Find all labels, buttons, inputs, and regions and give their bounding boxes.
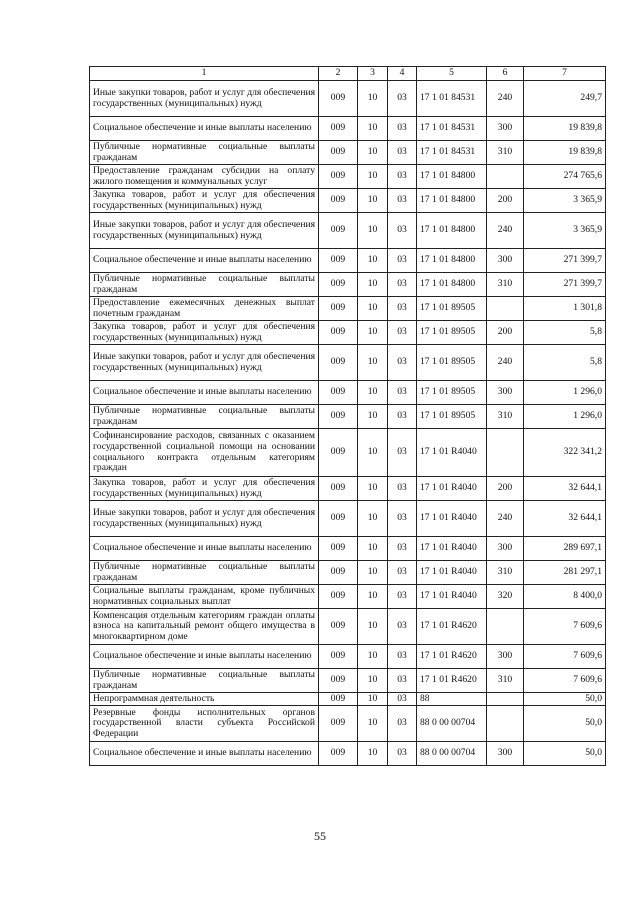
row-name-cell: Социальное обеспечение и иные выплаты населению bbox=[90, 249, 319, 273]
row-name-cell: Социальные выплаты гражданам, кроме публичных нормативных социальных выплат bbox=[90, 585, 319, 609]
ministry-code-cell: 009 bbox=[319, 693, 358, 706]
row-name-cell: Социальное обеспечение и иные выплаты населению bbox=[90, 381, 319, 405]
subsection-code-cell: 03 bbox=[388, 561, 417, 585]
expense-type-cell: 300 bbox=[487, 117, 524, 141]
row-name-cell: Предоставление ежемесячных денежных выплат почетным гражданам bbox=[90, 297, 319, 321]
subsection-code-cell: 03 bbox=[388, 645, 417, 669]
table-row bbox=[90, 249, 606, 273]
section-code-cell: 10 bbox=[358, 297, 388, 321]
table-row bbox=[90, 81, 606, 117]
ministry-code-cell: 009 bbox=[319, 645, 358, 669]
table-row bbox=[90, 706, 606, 742]
expense-type-cell bbox=[487, 297, 524, 321]
ministry-code-cell: 009 bbox=[319, 189, 358, 213]
expense-type-cell: 300 bbox=[487, 249, 524, 273]
target-article-cell: 17 1 01 R4040 bbox=[417, 429, 487, 477]
subsection-code-cell: 03 bbox=[388, 501, 417, 537]
expense-type-cell: 200 bbox=[487, 321, 524, 345]
target-article-cell: 17 1 01 R4040 bbox=[417, 585, 487, 609]
ministry-code-cell: 009 bbox=[319, 345, 358, 381]
target-article-cell: 17 1 01 89505 bbox=[417, 345, 487, 381]
row-name-cell: Непрограммная деятельность bbox=[90, 693, 319, 706]
amount-cell: 7 609,6 bbox=[524, 609, 606, 645]
ministry-code-cell: 009 bbox=[319, 273, 358, 297]
table-row bbox=[90, 213, 606, 249]
header-cell-2: 2 bbox=[319, 67, 358, 81]
section-code-cell: 10 bbox=[358, 141, 388, 165]
row-name-cell: Публичные нормативные социальные выплаты гражданам bbox=[90, 669, 319, 693]
table-row bbox=[90, 405, 606, 429]
expense-type-cell bbox=[487, 706, 524, 742]
section-code-cell: 10 bbox=[358, 477, 388, 501]
row-name-cell: Публичные нормативные социальные выплаты гражданам bbox=[90, 273, 319, 297]
row-name-cell: Публичные нормативные социальные выплаты гражданам bbox=[90, 561, 319, 585]
header-cell-6: 6 bbox=[487, 67, 524, 81]
target-article-cell: 17 1 01 84800 bbox=[417, 273, 487, 297]
row-name-cell: Предоставление гражданам субсидии на оплату жилого помещения и коммунальных услуг bbox=[90, 165, 319, 189]
subsection-code-cell: 03 bbox=[388, 321, 417, 345]
table-row bbox=[90, 693, 606, 706]
expense-type-cell bbox=[487, 429, 524, 477]
table-row bbox=[90, 537, 606, 561]
subsection-code-cell: 03 bbox=[388, 165, 417, 189]
ministry-code-cell: 009 bbox=[319, 141, 358, 165]
row-name-cell: Софинансирование расходов, связанных с оказанием государственной социальной помощи на основании социального контракта отдельным категориям граждан bbox=[90, 429, 319, 477]
expense-type-cell: 310 bbox=[487, 273, 524, 297]
section-code-cell: 10 bbox=[358, 585, 388, 609]
table-row bbox=[90, 669, 606, 693]
expense-type-cell: 310 bbox=[487, 405, 524, 429]
row-name-cell: Компенсация отдельным категориям граждан оплаты взноса на капитальный ремонт общего имущества в многоквартирном доме bbox=[90, 609, 319, 645]
row-name-cell: Иные закупки товаров, работ и услуг для обеспечения государственных (муниципальных) нужд bbox=[90, 501, 319, 537]
table-row bbox=[90, 501, 606, 537]
table-row bbox=[90, 645, 606, 669]
header-cell-7: 7 bbox=[524, 67, 606, 81]
subsection-code-cell: 03 bbox=[388, 345, 417, 381]
section-code-cell: 10 bbox=[358, 381, 388, 405]
amount-cell: 50,0 bbox=[524, 706, 606, 742]
expense-type-cell: 240 bbox=[487, 501, 524, 537]
amount-cell: 281 297,1 bbox=[524, 561, 606, 585]
table-row bbox=[90, 117, 606, 141]
header-cell-4: 4 bbox=[388, 67, 417, 81]
table-row bbox=[90, 585, 606, 609]
amount-cell: 1 301,8 bbox=[524, 297, 606, 321]
amount-cell: 3 365,9 bbox=[524, 189, 606, 213]
expense-type-cell: 310 bbox=[487, 669, 524, 693]
target-article-cell: 17 1 01 R4620 bbox=[417, 609, 487, 645]
ministry-code-cell: 009 bbox=[319, 297, 358, 321]
section-code-cell: 10 bbox=[358, 405, 388, 429]
row-name-cell: Публичные нормативные социальные выплаты гражданам bbox=[90, 405, 319, 429]
section-code-cell: 10 bbox=[358, 501, 388, 537]
section-code-cell: 10 bbox=[358, 321, 388, 345]
target-article-cell: 17 1 01 R4040 bbox=[417, 537, 487, 561]
section-code-cell: 10 bbox=[358, 537, 388, 561]
expense-type-cell: 200 bbox=[487, 189, 524, 213]
amount-cell: 8 400,0 bbox=[524, 585, 606, 609]
table-row bbox=[90, 321, 606, 345]
amount-cell: 322 341,2 bbox=[524, 429, 606, 477]
ministry-code-cell: 009 bbox=[319, 321, 358, 345]
target-article-cell: 17 1 01 84800 bbox=[417, 249, 487, 273]
amount-cell: 19 839,8 bbox=[524, 141, 606, 165]
row-name-cell: Закупка товаров, работ и услуг для обеспечения государственных (муниципальных) нужд bbox=[90, 321, 319, 345]
budget-table bbox=[89, 66, 606, 766]
amount-cell: 19 839,8 bbox=[524, 117, 606, 141]
row-name-cell: Иные закупки товаров, работ и услуг для обеспечения государственных (муниципальных) нужд bbox=[90, 345, 319, 381]
row-name-cell: Социальное обеспечение и иные выплаты населению bbox=[90, 742, 319, 766]
target-article-cell: 17 1 01 84800 bbox=[417, 213, 487, 249]
expense-type-cell: 300 bbox=[487, 645, 524, 669]
amount-cell: 289 697,1 bbox=[524, 537, 606, 561]
target-article-cell: 88 bbox=[417, 693, 487, 706]
ministry-code-cell: 009 bbox=[319, 501, 358, 537]
table-header-row bbox=[90, 67, 606, 81]
subsection-code-cell: 03 bbox=[388, 585, 417, 609]
ministry-code-cell: 009 bbox=[319, 585, 358, 609]
table-row bbox=[90, 165, 606, 189]
target-article-cell: 17 1 01 R4040 bbox=[417, 501, 487, 537]
target-article-cell: 17 1 01 84531 bbox=[417, 141, 487, 165]
section-code-cell: 10 bbox=[358, 609, 388, 645]
header-cell-1: 1 bbox=[90, 67, 319, 81]
page-number: 55 bbox=[314, 829, 326, 843]
amount-cell: 50,0 bbox=[524, 693, 606, 706]
section-code-cell: 10 bbox=[358, 249, 388, 273]
section-code-cell: 10 bbox=[358, 213, 388, 249]
subsection-code-cell: 03 bbox=[388, 273, 417, 297]
subsection-code-cell: 03 bbox=[388, 537, 417, 561]
section-code-cell: 10 bbox=[358, 645, 388, 669]
section-code-cell: 10 bbox=[358, 669, 388, 693]
expense-type-cell bbox=[487, 693, 524, 706]
ministry-code-cell: 009 bbox=[319, 117, 358, 141]
table-row bbox=[90, 189, 606, 213]
expense-type-cell: 240 bbox=[487, 81, 524, 117]
amount-cell: 1 296,0 bbox=[524, 405, 606, 429]
subsection-code-cell: 03 bbox=[388, 477, 417, 501]
amount-cell: 249,7 bbox=[524, 81, 606, 117]
subsection-code-cell: 03 bbox=[388, 429, 417, 477]
target-article-cell: 88 0 00 00704 bbox=[417, 742, 487, 766]
subsection-code-cell: 03 bbox=[388, 213, 417, 249]
ministry-code-cell: 009 bbox=[319, 81, 358, 117]
table-row bbox=[90, 345, 606, 381]
target-article-cell: 17 1 01 R4040 bbox=[417, 561, 487, 585]
row-name-cell: Резервные фонды исполнительных органов государственной власти субъекта Российской Федерации bbox=[90, 706, 319, 742]
section-code-cell: 10 bbox=[358, 429, 388, 477]
table-row bbox=[90, 297, 606, 321]
ministry-code-cell: 009 bbox=[319, 477, 358, 501]
amount-cell: 7 609,6 bbox=[524, 645, 606, 669]
section-code-cell: 10 bbox=[358, 561, 388, 585]
subsection-code-cell: 03 bbox=[388, 297, 417, 321]
amount-cell: 274 765,6 bbox=[524, 165, 606, 189]
section-code-cell: 10 bbox=[358, 706, 388, 742]
subsection-code-cell: 03 bbox=[388, 249, 417, 273]
ministry-code-cell: 009 bbox=[319, 742, 358, 766]
amount-cell: 50,0 bbox=[524, 742, 606, 766]
expense-type-cell: 240 bbox=[487, 213, 524, 249]
amount-cell: 271 399,7 bbox=[524, 273, 606, 297]
section-code-cell: 10 bbox=[358, 189, 388, 213]
expense-type-cell: 320 bbox=[487, 585, 524, 609]
target-article-cell: 17 1 01 84800 bbox=[417, 165, 487, 189]
ministry-code-cell: 009 bbox=[319, 609, 358, 645]
table-row bbox=[90, 609, 606, 645]
amount-cell: 32 644,1 bbox=[524, 501, 606, 537]
section-code-cell: 10 bbox=[358, 81, 388, 117]
target-article-cell: 17 1 01 89505 bbox=[417, 321, 487, 345]
table-row bbox=[90, 273, 606, 297]
target-article-cell: 17 1 01 R4620 bbox=[417, 645, 487, 669]
subsection-code-cell: 03 bbox=[388, 706, 417, 742]
expense-type-cell bbox=[487, 165, 524, 189]
ministry-code-cell: 009 bbox=[319, 381, 358, 405]
amount-cell: 32 644,1 bbox=[524, 477, 606, 501]
header-cell-5: 5 bbox=[417, 67, 487, 81]
ministry-code-cell: 009 bbox=[319, 429, 358, 477]
table-row bbox=[90, 429, 606, 477]
amount-cell: 271 399,7 bbox=[524, 249, 606, 273]
row-name-cell: Социальное обеспечение и иные выплаты населению bbox=[90, 117, 319, 141]
subsection-code-cell: 03 bbox=[388, 141, 417, 165]
row-name-cell: Социальное обеспечение и иные выплаты населению bbox=[90, 645, 319, 669]
ministry-code-cell: 009 bbox=[319, 213, 358, 249]
amount-cell: 1 296,0 bbox=[524, 381, 606, 405]
target-article-cell: 17 1 01 89505 bbox=[417, 405, 487, 429]
ministry-code-cell: 009 bbox=[319, 561, 358, 585]
expense-type-cell: 200 bbox=[487, 477, 524, 501]
target-article-cell: 17 1 01 84531 bbox=[417, 81, 487, 117]
row-name-cell: Закупка товаров, работ и услуг для обеспечения государственных (муниципальных) нужд bbox=[90, 189, 319, 213]
section-code-cell: 10 bbox=[358, 117, 388, 141]
subsection-code-cell: 03 bbox=[388, 381, 417, 405]
target-article-cell: 17 1 01 89505 bbox=[417, 381, 487, 405]
table-body bbox=[90, 67, 606, 766]
section-code-cell: 10 bbox=[358, 345, 388, 381]
section-code-cell: 10 bbox=[358, 165, 388, 189]
expense-type-cell: 310 bbox=[487, 561, 524, 585]
expense-type-cell: 300 bbox=[487, 381, 524, 405]
ministry-code-cell: 009 bbox=[319, 405, 358, 429]
subsection-code-cell: 03 bbox=[388, 117, 417, 141]
header-cell-3: 3 bbox=[358, 67, 388, 81]
section-code-cell: 10 bbox=[358, 273, 388, 297]
ministry-code-cell: 009 bbox=[319, 165, 358, 189]
ministry-code-cell: 009 bbox=[319, 706, 358, 742]
table-row bbox=[90, 477, 606, 501]
subsection-code-cell: 03 bbox=[388, 742, 417, 766]
ministry-code-cell: 009 bbox=[319, 249, 358, 273]
expense-type-cell bbox=[487, 609, 524, 645]
table-row bbox=[90, 381, 606, 405]
target-article-cell: 17 1 01 84800 bbox=[417, 189, 487, 213]
subsection-code-cell: 03 bbox=[388, 693, 417, 706]
expense-type-cell: 300 bbox=[487, 537, 524, 561]
section-code-cell: 10 bbox=[358, 693, 388, 706]
expense-type-cell: 310 bbox=[487, 141, 524, 165]
subsection-code-cell: 03 bbox=[388, 189, 417, 213]
subsection-code-cell: 03 bbox=[388, 669, 417, 693]
row-name-cell: Иные закупки товаров, работ и услуг для обеспечения государственных (муниципальных) нужд bbox=[90, 81, 319, 117]
table-row bbox=[90, 742, 606, 766]
amount-cell: 7 609,6 bbox=[524, 669, 606, 693]
ministry-code-cell: 009 bbox=[319, 537, 358, 561]
subsection-code-cell: 03 bbox=[388, 405, 417, 429]
amount-cell: 3 365,9 bbox=[524, 213, 606, 249]
target-article-cell: 17 1 01 R4620 bbox=[417, 669, 487, 693]
table-row bbox=[90, 561, 606, 585]
target-article-cell: 17 1 01 R4040 bbox=[417, 477, 487, 501]
section-code-cell: 10 bbox=[358, 742, 388, 766]
row-name-cell: Публичные нормативные социальные выплаты гражданам bbox=[90, 141, 319, 165]
row-name-cell: Закупка товаров, работ и услуг для обеспечения государственных (муниципальных) нужд bbox=[90, 477, 319, 501]
subsection-code-cell: 03 bbox=[388, 81, 417, 117]
target-article-cell: 88 0 00 00704 bbox=[417, 706, 487, 742]
subsection-code-cell: 03 bbox=[388, 609, 417, 645]
row-name-cell: Социальное обеспечение и иные выплаты населению bbox=[90, 537, 319, 561]
amount-cell: 5,8 bbox=[524, 321, 606, 345]
expense-type-cell: 300 bbox=[487, 742, 524, 766]
table-row bbox=[90, 141, 606, 165]
target-article-cell: 17 1 01 89505 bbox=[417, 297, 487, 321]
amount-cell: 5,8 bbox=[524, 345, 606, 381]
target-article-cell: 17 1 01 84531 bbox=[417, 117, 487, 141]
row-name-cell: Иные закупки товаров, работ и услуг для обеспечения государственных (муниципальных) нужд bbox=[90, 213, 319, 249]
expense-type-cell: 240 bbox=[487, 345, 524, 381]
ministry-code-cell: 009 bbox=[319, 669, 358, 693]
